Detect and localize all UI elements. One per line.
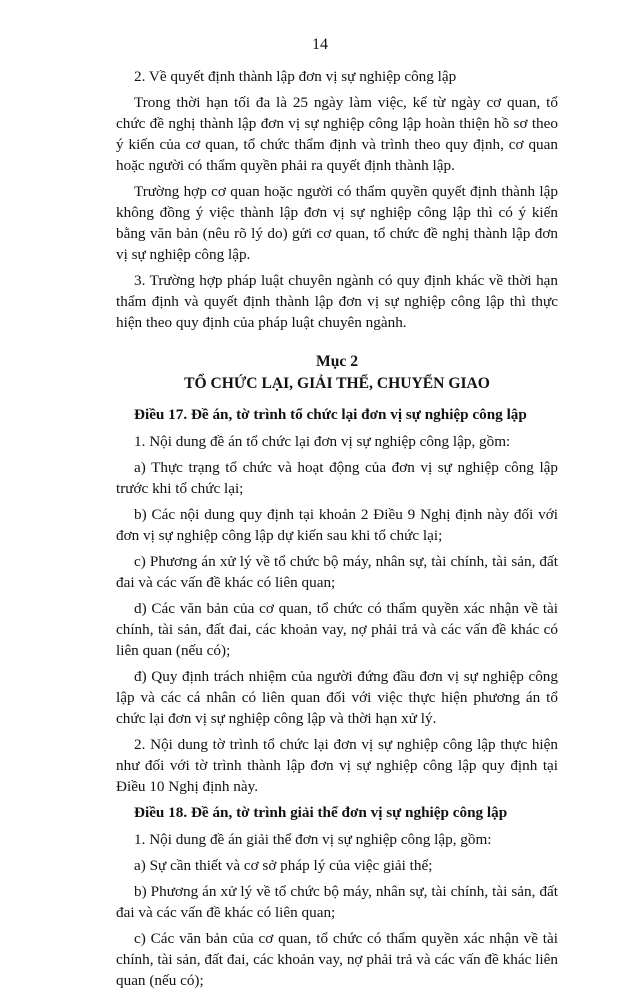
paragraph: a) Sự cần thiết và cơ sở pháp lý của việc giải thể;: [134, 857, 433, 874]
paragraph: 1. Nội dung đề án tổ chức lại đơn vị sự nghiệp công lập, gồm:: [134, 433, 511, 450]
section-label: Mục 2: [315, 353, 358, 370]
document-body: [116, 66, 558, 995]
paragraph: đ) Quy định trách nhiệm của người đứng đầu đơn vị sự nghiệp công lập và các cá nhân có liên quan đối với việc thực hiện phương án tổ chức lại đơn vị sự nghiệp công lập và thời hạn xử lý.: [116, 668, 558, 727]
paragraph: a) Thực trạng tổ chức và hoạt động của đơn vị sự nghiệp công lập trước khi tổ chức lại;: [116, 459, 558, 497]
paragraph: Trong thời hạn tối đa là 25 ngày làm việc, kể từ ngày cơ quan, tổ chức đề nghị thành lập đơn vị sự nghiệp công lập hoàn thiện hồ sơ theo ý kiến của cơ quan, tổ chức thẩm định và trình theo quy định, cơ quan hoặc người có thẩm quyền phải ra quyết định thành lập.: [116, 94, 558, 174]
paragraph: c) Các văn bản của cơ quan, tổ chức có thẩm quyền xác nhận về tài chính, tài sản, đất đai, các khoản vay, nợ phải trả và các vấn đề khác liên quan (nếu có);: [116, 930, 558, 989]
paragraph: 2. Về quyết định thành lập đơn vị sự nghiệp công lập: [134, 68, 457, 85]
paragraph: 2. Nội dung tờ trình tổ chức lại đơn vị sự nghiệp công lập thực hiện như đối với tờ trình thành lập đơn vị sự nghiệp công lập quy định tại Điều 10 Nghị định này.: [116, 736, 558, 795]
paragraph: c) Phương án xử lý về tổ chức bộ máy, nhân sự, tài chính, tài sản, đất đai và các vấn đề khác có liên quan;: [116, 553, 558, 591]
article-18-title: Điều 18. Đề án, tờ trình giải thể đơn vị sự nghiệp công lập: [134, 804, 508, 821]
paragraph: Trường hợp cơ quan hoặc người có thẩm quyền quyết định thành lập không đồng ý việc thành lập đơn vị sự nghiệp công lập thì có ý kiến bằng văn bản (nêu rõ lý do) gửi cơ quan, tổ chức đề nghị thành lập đơn vị sự nghiệp công lập.: [116, 183, 558, 263]
article-17-title: Điều 17. Đề án, tờ trình tổ chức lại đơn vị sự nghiệp công lập: [134, 406, 527, 423]
section-title: TỔ CHỨC LẠI, GIẢI THỂ, CHUYỂN GIAO: [184, 375, 490, 392]
paragraph: b) Các nội dung quy định tại khoản 2 Điều 9 Nghị định này đối với đơn vị sự nghiệp công lập dự kiến sau khi tổ chức lại;: [116, 506, 558, 544]
paragraph: b) Phương án xử lý về tổ chức bộ máy, nhân sự, tài chính, tài sản, đất đai và các vấn đề khác có liên quan;: [116, 883, 558, 921]
section-heading: [116, 351, 558, 395]
paragraph: d) Các văn bản của cơ quan, tổ chức có thẩm quyền xác nhận về tài chính, tài sản, đất đai, các khoản vay, nợ phải trả và các vấn đề khác có liên quan (nếu có);: [116, 600, 558, 659]
page-number: 14: [312, 36, 328, 53]
paragraph: 3. Trường hợp pháp luật chuyên ngành có quy định khác về thời hạn thẩm định và quyết định thành lập đơn vị sự nghiệp công lập thì thực hiện theo quy định của pháp luật chuyên ngành.: [116, 272, 558, 331]
paragraph: 1. Nội dung đề án giải thể đơn vị sự nghiệp công lập, gồm:: [134, 831, 492, 848]
